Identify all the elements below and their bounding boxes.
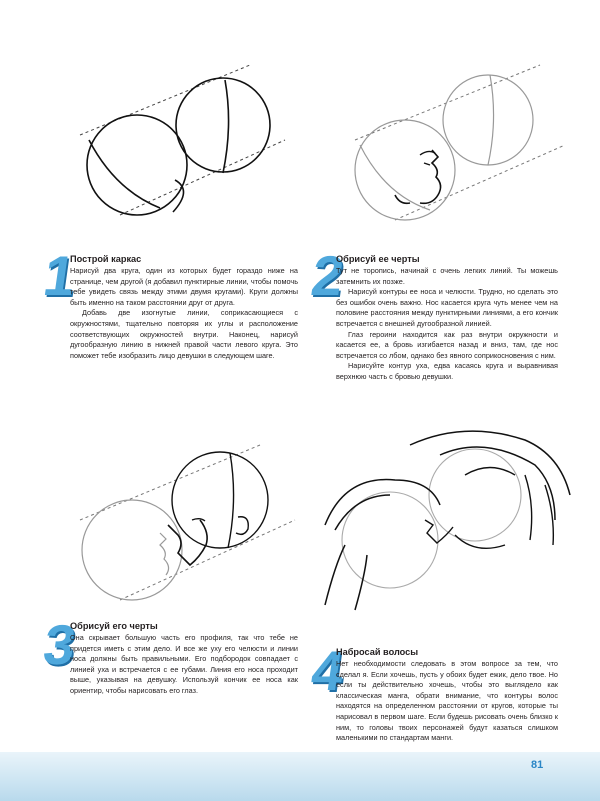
paragraph: Тут не торопись, начинай с очень легких линий. Ты можешь затемнить их позже. <box>336 266 558 286</box>
step-title: Обрисуй его черты <box>70 621 158 631</box>
step-title: Обрисуй ее черты <box>336 254 420 264</box>
page-number: 81 <box>531 759 544 771</box>
illustration-step-3 <box>60 425 310 615</box>
step-title: Набросай волосы <box>336 647 419 657</box>
paragraph: Нарисуй контуры ее носа и челюсти. Трудно, но сделать это без ошибок очень важно. Нос касается круга чуть менее чем на половине расстояния между пунктирными линиями, а его кончик встречается с внешней дугообразной линией. <box>336 287 558 328</box>
hair-sketch <box>315 415 580 615</box>
paragraph: Добавь две изогнутые линии, соприкасающиеся с окружностями, тщательно повторяя их углы и расположение соответствующих окружностей внутри. Наконец, нарисуй дугообразную линию в нижней правой части левого круга. Это поможет тебе изобразить лицо девушки в следующем шаге. <box>70 308 298 360</box>
step-number: 4 <box>307 639 348 702</box>
illustration-step-2 <box>340 45 570 230</box>
two-circle-frame-sketch <box>45 40 295 230</box>
step-body <box>70 266 298 361</box>
step-number: 2 <box>307 244 348 307</box>
step-body <box>336 266 558 383</box>
step-number: 1 <box>39 244 80 307</box>
step-body <box>70 633 298 697</box>
illustration-step-1 <box>45 40 295 230</box>
paragraph: Она скрывает большую часть его профиля, так что тебе не придется иметь с этим дело. И все же уху его челюсти и линии носа должны быть правильными. Его подбородок совпадает с линией уха и встречается с ее губами. Линия его носа проходит выше, указывая на девушку. Используй кончик ее носа как ориентир, чтобы нарисовать его глаз. <box>70 633 298 695</box>
illustration-step-4 <box>315 415 580 615</box>
paragraph: Глаз героини находится как раз внутри окружности и касается ее, а бровь изгибается назад и вниз, там, где нос встречается со лбом, однако без явного соприкосновения с ним. <box>336 329 558 360</box>
step-number: 3 <box>39 613 80 676</box>
boy-face-sketch <box>60 425 310 615</box>
girl-face-sketch <box>340 45 570 230</box>
footer-band <box>0 752 600 801</box>
paragraph: Нет необходимости следовать в этом вопросе за тем, что сделал я. Если хочешь, пусть у обоих будет ежик, дело твое. Но если ты действительно хочешь, чтобы это выглядело как классическая манга, обрати внимание, что контуры волос находятся на определенном расстоянии от кругов, которые ты нарисовал в первом шаге. Если будешь рисовать очень близко к ним, то головы твоих персонажей будут казаться слишком маленькими по стандартам манги. <box>336 659 558 743</box>
paragraph: Нарисуй два круга, один из которых будет гораздо ниже на странице, чем другой (я добавил пунктирные линии, чтобы помочь тебе увидеть связь между этими двумя кругами). Круги должны быть именно на таком расстоянии друг от друга. <box>70 266 298 307</box>
step-body <box>336 659 558 744</box>
paragraph: Нарисуйте контур уха, едва касаясь круга и выравнивая верхнюю часть с бровью девушки. <box>336 361 558 381</box>
step-title: Построй каркас <box>70 254 142 264</box>
